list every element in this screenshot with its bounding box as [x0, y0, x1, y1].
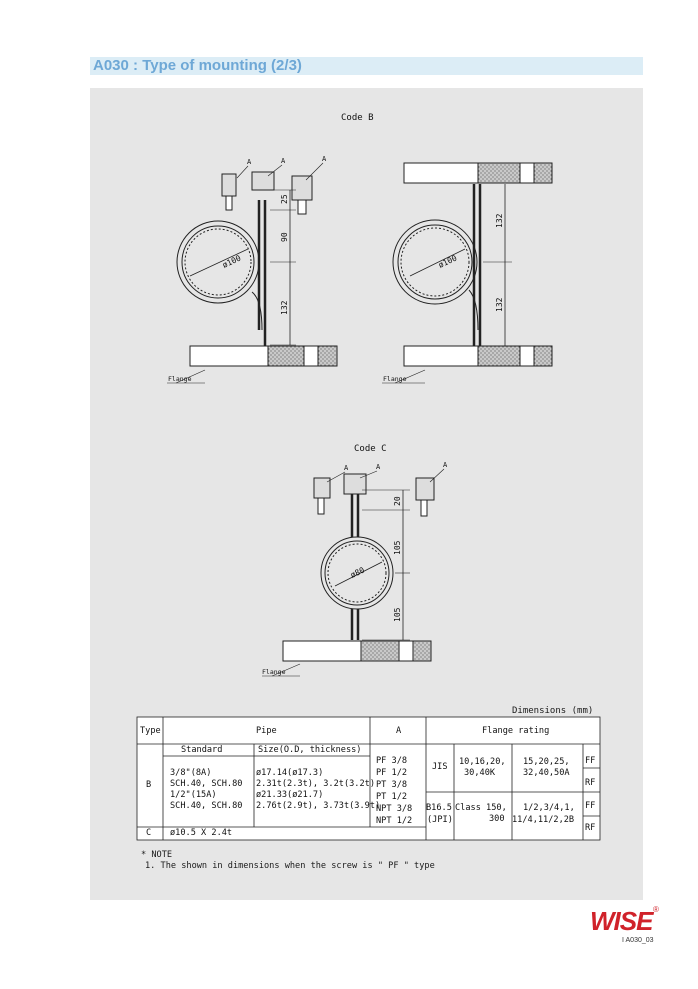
dim-c-105-upper: 105	[393, 540, 402, 555]
dim-b-132-right-upper: 132	[495, 213, 504, 228]
page-code: I A030_03	[622, 937, 654, 944]
b165-class-2: 300	[489, 814, 505, 824]
row-b-standard-4: SCH.40, SCH.80	[170, 801, 243, 811]
registered-mark: ®	[653, 905, 659, 914]
row-b-standard-3: 1/2"(15A)	[170, 790, 217, 800]
note-block	[141, 850, 435, 872]
dim-b-132-right-lower: 132	[495, 297, 504, 312]
rf-jis: RF	[585, 778, 596, 788]
b165-class-1: Class 150,	[455, 803, 507, 813]
ff-b165: FF	[585, 801, 596, 811]
row-b-a-5: NPT 3/8	[376, 804, 413, 814]
dia-c: ø80	[349, 565, 366, 580]
b165-label-1: B16.5	[426, 803, 452, 813]
dimensions-unit-label: Dimensions (mm)	[512, 706, 594, 716]
dim-c-105-lower: 105	[393, 607, 402, 622]
code-b-label: Code B	[341, 113, 374, 123]
th-flange-rating: Flange rating	[482, 726, 550, 736]
flange-label-b-left: Flange	[168, 375, 192, 383]
dim-b-132-left: 132	[280, 300, 289, 315]
dim-b-90: 90	[280, 232, 289, 242]
b165-size-2: 11/4,11/2,2B	[512, 815, 575, 825]
callout-a-c3: A	[443, 461, 448, 469]
code-c-label: Code C	[354, 444, 387, 454]
row-b-a-6: NPT 1/2	[376, 816, 413, 826]
jis-high-1: 15,20,25,	[523, 757, 570, 767]
jis-label: JIS	[432, 762, 448, 772]
note-line-1: 1. The shown in dimensions when the screw is " PF " type	[145, 861, 435, 871]
callout-a-c2: A	[376, 463, 381, 471]
row-b-standard-2: SCH.40, SCH.80	[170, 779, 243, 789]
th-pipe: Pipe	[256, 726, 277, 736]
row-b-type: B	[146, 780, 152, 790]
page-title: A030 : Type of mounting (2/3)	[93, 57, 302, 74]
row-b-size-1: ø17.14(ø17.3)	[256, 768, 324, 778]
callout-a-b2: A	[281, 157, 286, 165]
flange-label-c: Flange	[262, 668, 286, 676]
rf-b165: RF	[585, 823, 596, 833]
row-b-a-1: PF 3/8	[376, 756, 408, 766]
row-b-a-4: PT 1/2	[376, 792, 408, 802]
ff-jis: FF	[585, 756, 596, 766]
jis-high-2: 32,40,50A	[523, 768, 570, 778]
row-b-size-4: 2.76t(2.9t), 3.73t(3.9t)	[256, 801, 381, 811]
callout-a-b3: A	[322, 155, 327, 163]
code-b-left-drawing	[167, 172, 337, 383]
code-b-right-drawing	[382, 163, 552, 383]
th-a: A	[396, 726, 402, 736]
jis-low-2: 30,40K	[464, 768, 496, 778]
th-size: Size(O.D, thickness)	[258, 745, 362, 755]
row-b-a-3: PT 3/8	[376, 780, 408, 790]
code-c-drawing	[262, 474, 434, 676]
row-c-pipe: ø10.5 X 2.4t	[170, 828, 233, 838]
b165-size-1: 1/2,3/4,1,	[523, 803, 575, 813]
spec-table	[137, 717, 600, 840]
wise-logo: WISE	[590, 906, 653, 936]
flange-label-b-right: Flange	[383, 375, 407, 383]
dia-b-left: ø100	[221, 253, 243, 270]
row-b-standard-1: 3/8"(8A)	[170, 768, 212, 778]
dim-b-25: 25	[280, 194, 289, 204]
row-b-a-2: PF 1/2	[376, 768, 408, 778]
jis-low-1: 10,16,20,	[459, 757, 506, 767]
row-c-type: C	[146, 828, 152, 838]
row-b-size-3: ø21.33(ø21.7)	[256, 790, 324, 800]
b165-label-2: (JPI)	[427, 815, 453, 825]
dia-b-right: ø100	[437, 253, 459, 270]
th-standard: Standard	[181, 745, 223, 755]
row-b-size-2: 2.31t(2.3t), 3.2t(3.2t)	[256, 779, 375, 789]
dim-c-20: 20	[393, 496, 402, 506]
note-title: * NOTE	[141, 850, 173, 860]
th-type: Type	[140, 726, 161, 736]
callout-a-b1: A	[247, 158, 252, 166]
callout-a-c1: A	[344, 464, 349, 472]
